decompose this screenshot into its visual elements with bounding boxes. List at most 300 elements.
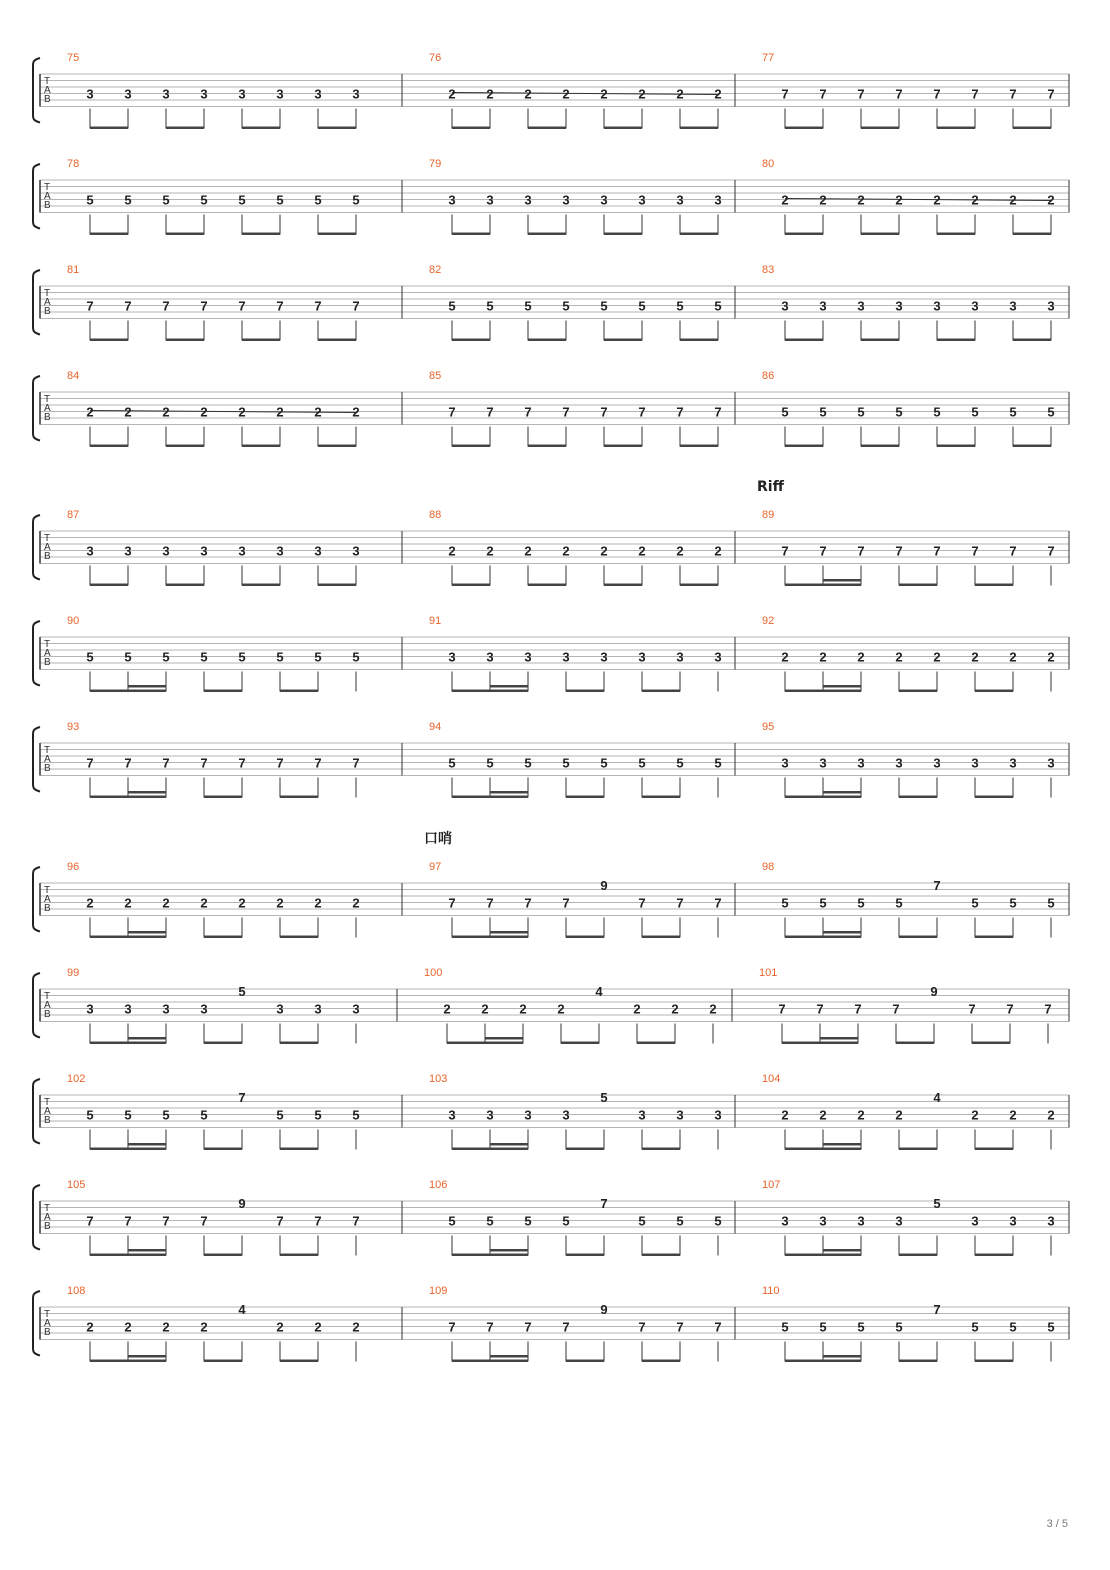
beam	[642, 1360, 680, 1363]
tab-clef-letter: T	[44, 991, 51, 1002]
fret-number: 3	[676, 649, 684, 665]
system-bracket	[33, 867, 40, 932]
fret-number: 5	[238, 649, 246, 665]
fret-number: 7	[486, 404, 494, 420]
fret-number: 7	[352, 755, 360, 771]
tab-clef-letter: T	[44, 639, 51, 650]
beam	[280, 1254, 318, 1257]
beam	[485, 1037, 523, 1040]
measure-number: 83	[762, 264, 775, 276]
fret-number: 5	[238, 984, 246, 999]
fret-number: 3	[314, 543, 322, 559]
fret-number: 7	[352, 1213, 360, 1229]
fret-number: 7	[1009, 86, 1017, 102]
fret-number: 5	[895, 404, 903, 420]
fret-number: 3	[562, 649, 570, 665]
beam	[280, 690, 318, 693]
fret-number: 5	[238, 192, 246, 208]
fret-number: 3	[819, 755, 827, 771]
beam	[166, 127, 204, 130]
beam	[975, 936, 1013, 939]
fret-number: 3	[162, 1001, 170, 1017]
beam	[680, 339, 718, 342]
fret-number: 2	[819, 192, 827, 208]
beam	[490, 685, 528, 688]
fret-number: 3	[1047, 298, 1055, 314]
beam	[937, 445, 975, 448]
fret-number: 3	[714, 649, 722, 665]
beam	[566, 1360, 604, 1363]
measure-number: 95	[762, 721, 775, 733]
fret-number: 7	[486, 895, 494, 911]
fret-number: 7	[968, 1001, 976, 1017]
fret-number: 5	[781, 895, 789, 911]
fret-number: 5	[314, 649, 322, 665]
beam	[899, 796, 937, 799]
fret-number: 2	[276, 895, 284, 911]
fret-number: 3	[562, 192, 570, 208]
measure-number: 82	[429, 264, 442, 276]
beam	[566, 1254, 604, 1257]
fret-number: 2	[671, 1001, 679, 1017]
measure-number: 98	[762, 861, 775, 873]
beam	[642, 936, 680, 939]
tab-clef-letter: A	[44, 648, 51, 659]
fret-number: 2	[1047, 192, 1055, 208]
fret-number: 7	[486, 1319, 494, 1335]
fret-number: 2	[638, 86, 646, 102]
fret-number: 7	[600, 1196, 608, 1211]
tab-clef-letter: B	[44, 1327, 51, 1338]
beam	[90, 584, 128, 587]
fret-number: 3	[781, 298, 789, 314]
beam	[204, 1042, 242, 1045]
fret-number: 2	[238, 404, 246, 420]
fret-number: 2	[971, 192, 979, 208]
section-label: 口哨	[424, 831, 452, 847]
fret-number: 5	[933, 1196, 941, 1211]
tab-clef-letter: B	[44, 200, 51, 211]
fret-number: 5	[857, 404, 865, 420]
fret-number: 5	[638, 755, 646, 771]
beam	[937, 339, 975, 342]
fret-number: 2	[1009, 1107, 1017, 1123]
fret-number: 7	[200, 298, 208, 314]
fret-number: 3	[676, 192, 684, 208]
fret-number: 7	[238, 1090, 246, 1105]
beam	[318, 445, 356, 448]
fret-number: 3	[352, 543, 360, 559]
beam	[90, 339, 128, 342]
fret-number: 2	[124, 895, 132, 911]
beam	[861, 339, 899, 342]
fret-number: 7	[971, 86, 979, 102]
fret-number: 5	[1047, 1319, 1055, 1335]
fret-number: 5	[352, 1107, 360, 1123]
fret-number: 2	[562, 86, 570, 102]
fret-number: 2	[519, 1001, 527, 1017]
system-bracket	[33, 727, 40, 792]
fret-number: 7	[714, 1319, 722, 1335]
fret-number: 5	[895, 895, 903, 911]
fret-number: 5	[486, 1213, 494, 1229]
beam	[782, 1042, 858, 1045]
beam	[823, 685, 861, 688]
fret-number: 5	[819, 895, 827, 911]
beam	[785, 339, 823, 342]
fret-number: 2	[448, 543, 456, 559]
beam	[823, 1355, 861, 1358]
beam	[899, 1148, 937, 1151]
fret-number: 3	[971, 298, 979, 314]
fret-number: 5	[352, 649, 360, 665]
fret-number: 5	[524, 755, 532, 771]
fret-number: 3	[86, 543, 94, 559]
fret-number: 7	[676, 404, 684, 420]
fret-number: 3	[600, 192, 608, 208]
fret-number: 2	[481, 1001, 489, 1017]
measure-number: 84	[67, 370, 80, 382]
beam	[452, 936, 528, 939]
fret-number: 5	[276, 192, 284, 208]
fret-number: 3	[857, 298, 865, 314]
beam	[1013, 339, 1051, 342]
fret-number: 5	[448, 755, 456, 771]
tab-clef-letter: T	[44, 1097, 51, 1108]
fret-number: 2	[895, 649, 903, 665]
fret-number: 5	[600, 298, 608, 314]
system-bracket	[33, 376, 40, 441]
fret-number: 7	[562, 1319, 570, 1335]
fret-number: 7	[314, 1213, 322, 1229]
fret-number: 3	[933, 755, 941, 771]
fret-number: 3	[819, 1213, 827, 1229]
fret-number: 2	[819, 1107, 827, 1123]
beam	[566, 936, 604, 939]
fret-number: 7	[162, 298, 170, 314]
tab-clef-letter: T	[44, 182, 51, 193]
beam	[90, 796, 166, 799]
beam	[90, 1042, 166, 1045]
beam	[823, 931, 861, 934]
beam	[90, 936, 166, 939]
fret-number: 3	[638, 649, 646, 665]
page-number: 3 / 5	[1046, 1518, 1068, 1530]
fret-number: 7	[895, 86, 903, 102]
fret-number: 3	[200, 86, 208, 102]
beam	[166, 339, 204, 342]
fret-number: 3	[486, 192, 494, 208]
beam	[318, 339, 356, 342]
fret-number: 3	[857, 1213, 865, 1229]
beam	[90, 1360, 166, 1363]
fret-number: 5	[714, 298, 722, 314]
beam	[899, 690, 937, 693]
fret-number: 7	[819, 86, 827, 102]
beam	[1013, 127, 1051, 130]
beam	[604, 584, 642, 587]
beam	[452, 1254, 528, 1257]
beam	[490, 791, 528, 794]
fret-number: 2	[781, 1107, 789, 1123]
fret-number: 5	[486, 755, 494, 771]
beam	[1013, 445, 1051, 448]
measure-number: 110	[762, 1285, 780, 1297]
tab-clef-letter: T	[44, 1203, 51, 1214]
fret-number: 5	[714, 755, 722, 771]
beam	[637, 1042, 675, 1045]
fret-number: 7	[933, 543, 941, 559]
fret-number: 7	[314, 298, 322, 314]
beam	[823, 1143, 861, 1146]
measure-number: 85	[429, 370, 442, 382]
beam	[128, 1249, 166, 1252]
fret-number: 9	[930, 984, 938, 999]
fret-number: 2	[638, 543, 646, 559]
tab-clef-letter: A	[44, 191, 51, 202]
beam	[318, 233, 356, 236]
fret-number: 3	[1009, 1213, 1017, 1229]
fret-number: 3	[162, 543, 170, 559]
beam	[642, 796, 680, 799]
beam	[204, 1148, 242, 1151]
beam	[318, 584, 356, 587]
fret-number: 7	[676, 895, 684, 911]
beam	[204, 1360, 242, 1363]
fret-number: 3	[86, 86, 94, 102]
fret-number: 5	[276, 649, 284, 665]
fret-number: 2	[1009, 649, 1017, 665]
tab-clef-letter: T	[44, 885, 51, 896]
fret-number: 3	[895, 755, 903, 771]
tab-clef-letter: B	[44, 412, 51, 423]
fret-number: 2	[1047, 649, 1055, 665]
fret-number: 5	[971, 1319, 979, 1335]
fret-number: 3	[1009, 755, 1017, 771]
fret-number: 5	[819, 404, 827, 420]
tab-clef-letter: A	[44, 297, 51, 308]
fret-number: 5	[857, 895, 865, 911]
fret-number: 5	[162, 1107, 170, 1123]
beam	[166, 584, 204, 587]
fret-number: 3	[524, 1107, 532, 1123]
fret-number: 5	[200, 192, 208, 208]
fret-number: 3	[448, 192, 456, 208]
fret-number: 5	[524, 298, 532, 314]
system-bracket	[33, 515, 40, 580]
tab-clef-letter: T	[44, 394, 51, 405]
fret-number: 7	[1047, 86, 1055, 102]
beam	[128, 791, 166, 794]
fret-number: 3	[714, 1107, 722, 1123]
beam	[528, 339, 566, 342]
beam	[280, 1148, 318, 1151]
beam	[490, 1249, 528, 1252]
beam	[823, 579, 861, 582]
system-bracket	[33, 621, 40, 686]
tab-clef-letter: A	[44, 1106, 51, 1117]
fret-number: 5	[1047, 404, 1055, 420]
fret-number: 2	[443, 1001, 451, 1017]
fret-number: 5	[971, 895, 979, 911]
fret-number: 7	[1047, 543, 1055, 559]
fret-number: 2	[857, 649, 865, 665]
fret-number: 5	[86, 1107, 94, 1123]
fret-number: 2	[933, 649, 941, 665]
system-bracket	[33, 973, 40, 1038]
fret-number: 3	[448, 1107, 456, 1123]
beam	[1013, 233, 1051, 236]
fret-number: 7	[200, 755, 208, 771]
fret-number: 3	[819, 298, 827, 314]
fret-number: 7	[238, 298, 246, 314]
beam	[452, 127, 490, 130]
fret-number: 5	[86, 649, 94, 665]
fret-number: 3	[314, 1001, 322, 1017]
beam	[975, 1148, 1013, 1151]
system-bracket	[33, 1185, 40, 1250]
fret-number: 3	[638, 192, 646, 208]
beam	[166, 233, 204, 236]
fret-number: 7	[276, 1213, 284, 1229]
fret-number: 7	[714, 404, 722, 420]
fret-number: 7	[562, 895, 570, 911]
fret-number: 5	[562, 298, 570, 314]
tab-clef-letter: B	[44, 763, 51, 774]
fret-number: 3	[238, 86, 246, 102]
fret-number: 2	[562, 543, 570, 559]
measure-number: 77	[762, 52, 775, 64]
beam	[280, 1042, 318, 1045]
fret-number: 5	[781, 404, 789, 420]
beam	[280, 1360, 318, 1363]
beam	[128, 931, 166, 934]
fret-number: 3	[352, 86, 360, 102]
tab-clef-letter: A	[44, 403, 51, 414]
beam	[680, 233, 718, 236]
beam	[861, 445, 899, 448]
measure-number: 88	[429, 509, 442, 521]
fret-number: 3	[314, 86, 322, 102]
tab-clef-letter: B	[44, 1115, 51, 1126]
fret-number: 2	[895, 192, 903, 208]
fret-number: 2	[600, 86, 608, 102]
fret-number: 3	[857, 755, 865, 771]
fret-number: 7	[895, 543, 903, 559]
fret-number: 3	[895, 298, 903, 314]
fret-number: 2	[352, 404, 360, 420]
system-bracket	[33, 58, 40, 123]
fret-number: 2	[633, 1001, 641, 1017]
fret-number: 7	[524, 1319, 532, 1335]
beam	[166, 445, 204, 448]
fret-number: 3	[933, 298, 941, 314]
fret-number: 3	[238, 543, 246, 559]
fret-number: 3	[781, 755, 789, 771]
fret-number: 7	[448, 1319, 456, 1335]
fret-number: 5	[638, 1213, 646, 1229]
fret-number: 5	[276, 1107, 284, 1123]
tab-clef-letter: T	[44, 533, 51, 544]
fret-number: 2	[1009, 192, 1017, 208]
fret-number: 7	[1044, 1001, 1052, 1017]
measure-number: 107	[762, 1179, 781, 1191]
fret-number: 3	[714, 192, 722, 208]
fret-number: 9	[600, 878, 608, 893]
tab-clef-letter: A	[44, 542, 51, 553]
beam	[242, 233, 280, 236]
tab-clef-letter: A	[44, 894, 51, 905]
measure-number: 101	[759, 967, 778, 979]
fret-number: 3	[781, 1213, 789, 1229]
fret-number: 9	[238, 1196, 246, 1211]
beam	[528, 584, 566, 587]
fret-number: 3	[676, 1107, 684, 1123]
fret-number: 4	[595, 984, 603, 999]
beam	[90, 1148, 166, 1151]
beam	[204, 1254, 242, 1257]
fret-number: 3	[895, 1213, 903, 1229]
beam	[785, 584, 861, 587]
fret-number: 4	[933, 1090, 941, 1105]
fret-number: 5	[600, 755, 608, 771]
fret-number: 5	[1009, 1319, 1017, 1335]
beam	[680, 445, 718, 448]
beam	[975, 796, 1013, 799]
beam	[899, 1360, 937, 1363]
fret-number: 7	[933, 878, 941, 893]
fret-number: 7	[781, 86, 789, 102]
fret-number: 5	[162, 192, 170, 208]
fret-number: 5	[819, 1319, 827, 1335]
tab-clef-letter: B	[44, 551, 51, 562]
fret-number: 7	[638, 895, 646, 911]
fret-number: 7	[781, 543, 789, 559]
beam	[642, 690, 680, 693]
beam	[452, 690, 528, 693]
fret-number: 7	[124, 1213, 132, 1229]
beam	[561, 1042, 599, 1045]
fret-number: 7	[638, 404, 646, 420]
tab-clef-letter: A	[44, 85, 51, 96]
measure-number: 78	[67, 158, 80, 170]
fret-number: 9	[600, 1302, 608, 1317]
beam	[975, 1360, 1013, 1363]
beam	[604, 233, 642, 236]
fret-number: 3	[124, 543, 132, 559]
measure-number: 102	[67, 1073, 86, 1085]
beam	[642, 1148, 680, 1151]
beam	[972, 1042, 1010, 1045]
beam	[785, 690, 861, 693]
beam	[823, 1249, 861, 1252]
measure-number: 96	[67, 861, 80, 873]
fret-number: 5	[200, 1107, 208, 1123]
fret-number: 7	[892, 1001, 900, 1017]
beam	[128, 1355, 166, 1358]
fret-number: 3	[1047, 755, 1055, 771]
fret-number: 2	[781, 192, 789, 208]
beam	[128, 1037, 166, 1040]
fret-number: 2	[676, 86, 684, 102]
measure-number: 91	[429, 615, 442, 627]
beam	[90, 1254, 166, 1257]
beam	[204, 690, 242, 693]
fret-number: 5	[314, 192, 322, 208]
fret-number: 7	[276, 755, 284, 771]
fret-number: 2	[314, 895, 322, 911]
fret-number: 2	[857, 192, 865, 208]
